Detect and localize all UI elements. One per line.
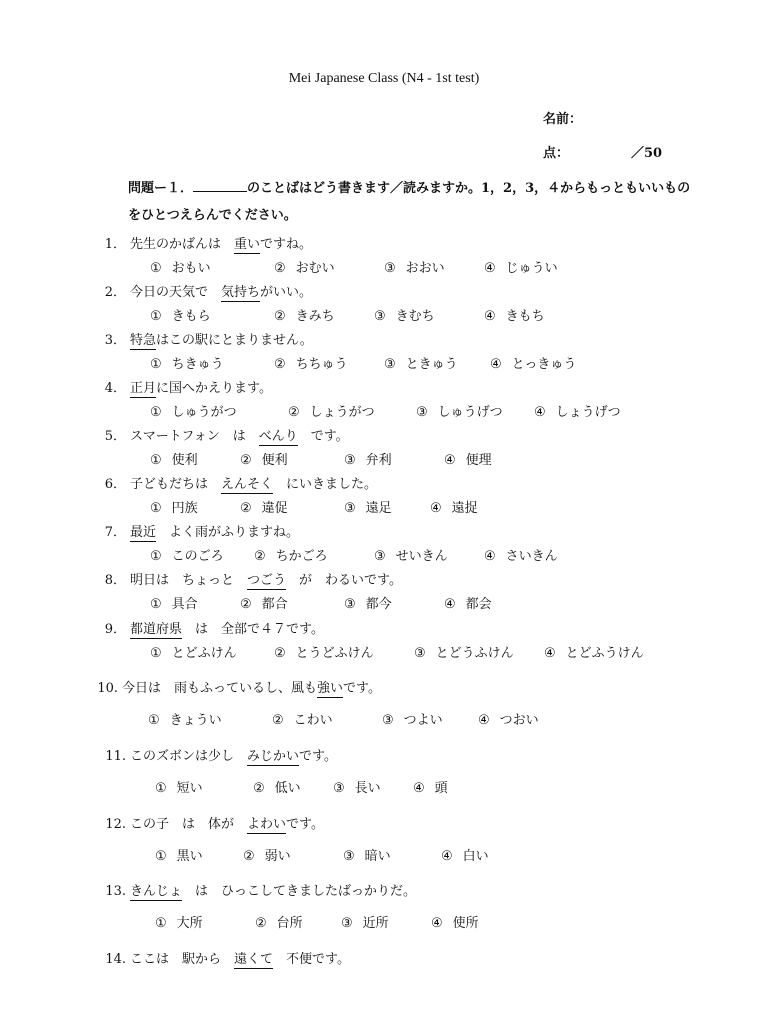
question-number: 11. [105, 749, 126, 764]
question-text-post: です。 [286, 817, 324, 832]
option-marker: ③ [374, 309, 386, 324]
question-text-pre: この子 は 体が [130, 817, 248, 832]
underlined-word: きんじょ [130, 884, 183, 899]
underlined-word: つごう [247, 573, 287, 588]
option-marker: ② [240, 501, 252, 516]
question-text-post: 不便です。 [273, 952, 350, 967]
option-2[interactable] [253, 777, 301, 796]
option-text: きもら [171, 309, 211, 324]
option-2[interactable] [274, 353, 348, 372]
question-11 [104, 745, 337, 764]
option-marker: ③ [384, 261, 396, 276]
option-1[interactable] [150, 497, 198, 516]
question-text-post: に国へかえります。 [156, 381, 272, 396]
option-text: 都合 [261, 597, 288, 612]
option-text: 弁利 [365, 453, 392, 468]
question-13 [104, 880, 416, 899]
question-text-post: は ひっこしてきましたばっかりだ。 [182, 884, 417, 899]
option-marker: ① [150, 646, 162, 661]
option-marker: ② [274, 309, 286, 324]
option-marker: ③ [344, 501, 356, 516]
option-1[interactable] [150, 449, 198, 468]
option-marker: ③ [333, 781, 345, 796]
question-number: 6． [104, 477, 126, 492]
question-1 [104, 233, 312, 252]
option-text: 大所 [176, 916, 203, 931]
option-marker: ② [274, 357, 286, 372]
option-marker: ② [254, 549, 266, 564]
option-4[interactable] [544, 642, 644, 661]
question-10 [96, 677, 381, 696]
option-marker: ④ [534, 405, 546, 420]
option-text: とどうふけん [435, 646, 514, 661]
option-2[interactable] [288, 401, 375, 420]
option-1[interactable] [155, 912, 203, 931]
underlined-word: 正月 [130, 381, 157, 396]
option-text: 低い [274, 781, 301, 796]
option-3[interactable] [344, 593, 392, 612]
question-text-pre: 明日は ちょっと [130, 573, 248, 588]
option-text: ちかごろ [275, 549, 328, 564]
option-text: 使所 [452, 916, 479, 931]
question-text-pre: 先生のかばんは [130, 237, 235, 252]
option-marker: ① [150, 357, 162, 372]
option-4[interactable] [441, 845, 489, 864]
option-text: おむい [295, 261, 335, 276]
option-marker: ① [150, 405, 162, 420]
option-text: とどふうけん [565, 646, 644, 661]
option-text: おおい [405, 261, 445, 276]
option-marker: ③ [384, 357, 396, 372]
option-text: 台所 [276, 916, 303, 931]
option-text: とどふけん [171, 646, 237, 661]
question-text-pre: 子どもだちは [130, 477, 222, 492]
option-text: 具合 [171, 597, 198, 612]
option-3[interactable] [344, 449, 392, 468]
option-text: しゅうがつ [171, 405, 237, 420]
option-text: このごろ [171, 549, 224, 564]
option-marker: ④ [484, 549, 496, 564]
option-text: きみち [295, 309, 335, 324]
option-3[interactable] [343, 845, 391, 864]
option-3[interactable] [414, 642, 514, 661]
option-text: こわい [293, 713, 333, 728]
underlined-word: 気持ち [221, 285, 261, 300]
option-4[interactable] [478, 709, 539, 728]
option-3[interactable] [416, 401, 503, 420]
option-2[interactable] [272, 709, 333, 728]
option-marker: ④ [441, 849, 453, 864]
option-text: ちちゅう [295, 357, 348, 372]
question-7 [104, 521, 299, 540]
instruction-text: のことばはどう書きます／読みますか。1，2，3，４からもっともいいものをひとつえらんでください。 [128, 181, 691, 223]
option-text: とうどふけん [295, 646, 374, 661]
option-text: 短い [176, 781, 203, 796]
page-title: Mei Japanese Class (N4 - 1st test) [288, 71, 480, 86]
question-12 [104, 813, 324, 832]
option-text: きもち [505, 309, 545, 324]
question-text-pre: このズボンは少し [130, 749, 248, 764]
option-1[interactable] [150, 305, 211, 324]
option-2[interactable] [243, 845, 291, 864]
question-text-post: よく雨がふりますね。 [156, 525, 300, 540]
option-marker: ① [150, 261, 162, 276]
option-text: しょうがつ [309, 405, 375, 420]
option-text: 頭 [434, 781, 448, 796]
option-text: ちきゅう [171, 357, 224, 372]
name-label: 名前： [543, 112, 583, 127]
option-text: ときゅう [405, 357, 458, 372]
option-1[interactable] [155, 845, 203, 864]
underlined-word: みじかい [247, 749, 300, 764]
question-text-pre: 今日は 雨もふっているし、風も [122, 681, 318, 696]
option-text: とっきゅう [511, 357, 577, 372]
option-text: さいきん [505, 549, 558, 564]
option-2[interactable] [255, 912, 303, 931]
option-marker: ① [150, 309, 162, 324]
underlined-word: 最近 [130, 525, 157, 540]
option-text: 白い [462, 849, 489, 864]
option-3[interactable] [374, 545, 448, 564]
option-3[interactable] [341, 912, 389, 931]
question-number: 13. [105, 884, 126, 899]
underlined-word: 特急 [130, 333, 157, 348]
underlined-word: 強い [317, 681, 344, 696]
option-text: 便利 [261, 453, 288, 468]
question-3 [104, 329, 313, 348]
option-4[interactable] [413, 777, 448, 796]
option-4[interactable] [444, 449, 492, 468]
option-2[interactable] [240, 593, 288, 612]
option-1[interactable] [150, 593, 198, 612]
option-marker: ④ [478, 713, 490, 728]
option-marker: ③ [343, 849, 355, 864]
option-marker: ② [272, 713, 284, 728]
question-number: 7． [104, 525, 126, 540]
score-line [543, 142, 662, 161]
option-marker: ② [274, 261, 286, 276]
option-marker: ④ [484, 309, 496, 324]
option-marker: ② [240, 453, 252, 468]
question-number: 8． [104, 573, 126, 588]
option-marker: ③ [416, 405, 428, 420]
option-text: 都今 [365, 597, 392, 612]
underlined-word: 都道府県 [130, 622, 183, 637]
option-text: せいきん [395, 549, 448, 564]
option-4[interactable] [534, 401, 621, 420]
instruction-prefix: 問題ー１． [128, 181, 194, 196]
option-4[interactable] [430, 497, 478, 516]
question-number: 14. [105, 952, 126, 967]
option-marker: ① [155, 849, 167, 864]
option-1[interactable] [150, 257, 211, 276]
question-text-post: ですね。 [260, 237, 313, 252]
option-text: おもい [171, 261, 211, 276]
option-3[interactable] [384, 353, 458, 372]
option-marker: ③ [341, 916, 353, 931]
option-text: じゅうい [505, 261, 558, 276]
option-1[interactable] [148, 709, 222, 728]
option-marker: ④ [431, 916, 443, 931]
option-marker: ③ [344, 597, 356, 612]
option-marker: ④ [544, 646, 556, 661]
option-text: 弱い [264, 849, 291, 864]
option-2[interactable] [274, 257, 335, 276]
question-text-post: です。 [297, 429, 349, 444]
underlined-word: べんり [258, 429, 298, 444]
option-marker: ② [240, 597, 252, 612]
option-marker: ④ [490, 357, 502, 372]
score-label: 点： [543, 146, 570, 161]
option-text: つおい [499, 713, 539, 728]
question-text-post: はこの駅にとまりません。 [156, 333, 313, 348]
option-2[interactable] [254, 545, 328, 564]
option-text: 便理 [465, 453, 492, 468]
underlined-word: えんそく [221, 477, 274, 492]
question-number: 1． [104, 237, 126, 252]
option-text: きょうい [169, 713, 222, 728]
question-text-post: です。 [299, 749, 337, 764]
question-5 [104, 425, 349, 444]
option-3[interactable] [382, 709, 443, 728]
option-text: しょうげつ [555, 405, 621, 420]
option-marker: ① [150, 549, 162, 564]
option-1[interactable] [150, 642, 237, 661]
underlined-word: よわい [247, 817, 287, 832]
option-3[interactable] [344, 497, 392, 516]
option-1[interactable] [150, 545, 224, 564]
option-2[interactable] [274, 642, 374, 661]
option-text: つよい [403, 713, 443, 728]
question-2 [104, 281, 312, 300]
option-3[interactable] [384, 257, 445, 276]
question-text-post: がいい。 [260, 285, 313, 300]
option-2[interactable] [274, 305, 335, 324]
option-2[interactable] [240, 497, 288, 516]
underlined-word: 重い [234, 237, 261, 252]
option-marker: ② [253, 781, 265, 796]
option-text: きむち [395, 309, 435, 324]
option-marker: ① [155, 916, 167, 931]
option-text: 近所 [362, 916, 389, 931]
option-text: 違促 [261, 501, 288, 516]
question-8 [104, 569, 402, 588]
option-1[interactable] [155, 777, 203, 796]
question-number: 2． [104, 285, 126, 300]
option-text: 長い [354, 781, 381, 796]
option-2[interactable] [240, 449, 288, 468]
option-4[interactable] [490, 353, 576, 372]
question-number: 3． [104, 333, 126, 348]
option-marker: ① [155, 781, 167, 796]
option-marker: ① [150, 597, 162, 612]
option-3[interactable] [333, 777, 381, 796]
option-4[interactable] [484, 305, 545, 324]
question-text-pre: スマートフォン は [130, 429, 259, 444]
option-marker: ③ [344, 453, 356, 468]
option-marker: ④ [430, 501, 442, 516]
option-4[interactable] [444, 593, 492, 612]
option-marker: ② [255, 916, 267, 931]
question-number: 9． [104, 622, 126, 637]
option-marker: ② [288, 405, 300, 420]
question-text-post: は 全部で４７です。 [182, 622, 324, 637]
option-4[interactable] [431, 912, 479, 931]
option-4[interactable] [484, 545, 558, 564]
instruction [128, 175, 698, 229]
question-14 [104, 948, 350, 967]
question-text-pre: 今日の天気で [130, 285, 222, 300]
option-marker: ① [150, 501, 162, 516]
question-4 [104, 377, 272, 396]
question-number: 10. [97, 681, 118, 696]
option-marker: ③ [382, 713, 394, 728]
option-text: 黒い [176, 849, 203, 864]
question-6 [104, 473, 377, 492]
question-text-post: にいきました。 [273, 477, 378, 492]
option-marker: ② [274, 646, 286, 661]
question-number: 12. [105, 817, 126, 832]
option-3[interactable] [374, 305, 435, 324]
question-9 [104, 618, 324, 637]
option-marker: ④ [444, 597, 456, 612]
option-text: 使利 [171, 453, 198, 468]
question-number: 5． [104, 429, 126, 444]
option-text: しゅうげつ [437, 405, 503, 420]
option-marker: ④ [484, 261, 496, 276]
option-text: 円族 [171, 501, 198, 516]
instruction-blank [193, 179, 247, 192]
question-text-pre: ここは 駅から [130, 952, 235, 967]
question-text-post: が わるいです。 [286, 573, 402, 588]
option-text: 都会 [465, 597, 492, 612]
option-1[interactable] [150, 353, 224, 372]
score-value: ／50 [631, 146, 663, 161]
question-number: 4． [104, 381, 126, 396]
option-1[interactable] [150, 401, 237, 420]
option-marker: ④ [444, 453, 456, 468]
option-marker: ④ [413, 781, 425, 796]
option-marker: ① [150, 453, 162, 468]
question-text-post: です。 [343, 681, 381, 696]
underlined-word: 遠くて [234, 952, 274, 967]
option-marker: ③ [414, 646, 426, 661]
option-marker: ① [148, 713, 160, 728]
option-text: 遠足 [365, 501, 392, 516]
option-text: 遠捉 [451, 501, 478, 516]
option-4[interactable] [484, 257, 558, 276]
option-marker: ③ [374, 549, 386, 564]
option-text: 暗い [364, 849, 391, 864]
option-marker: ② [243, 849, 255, 864]
